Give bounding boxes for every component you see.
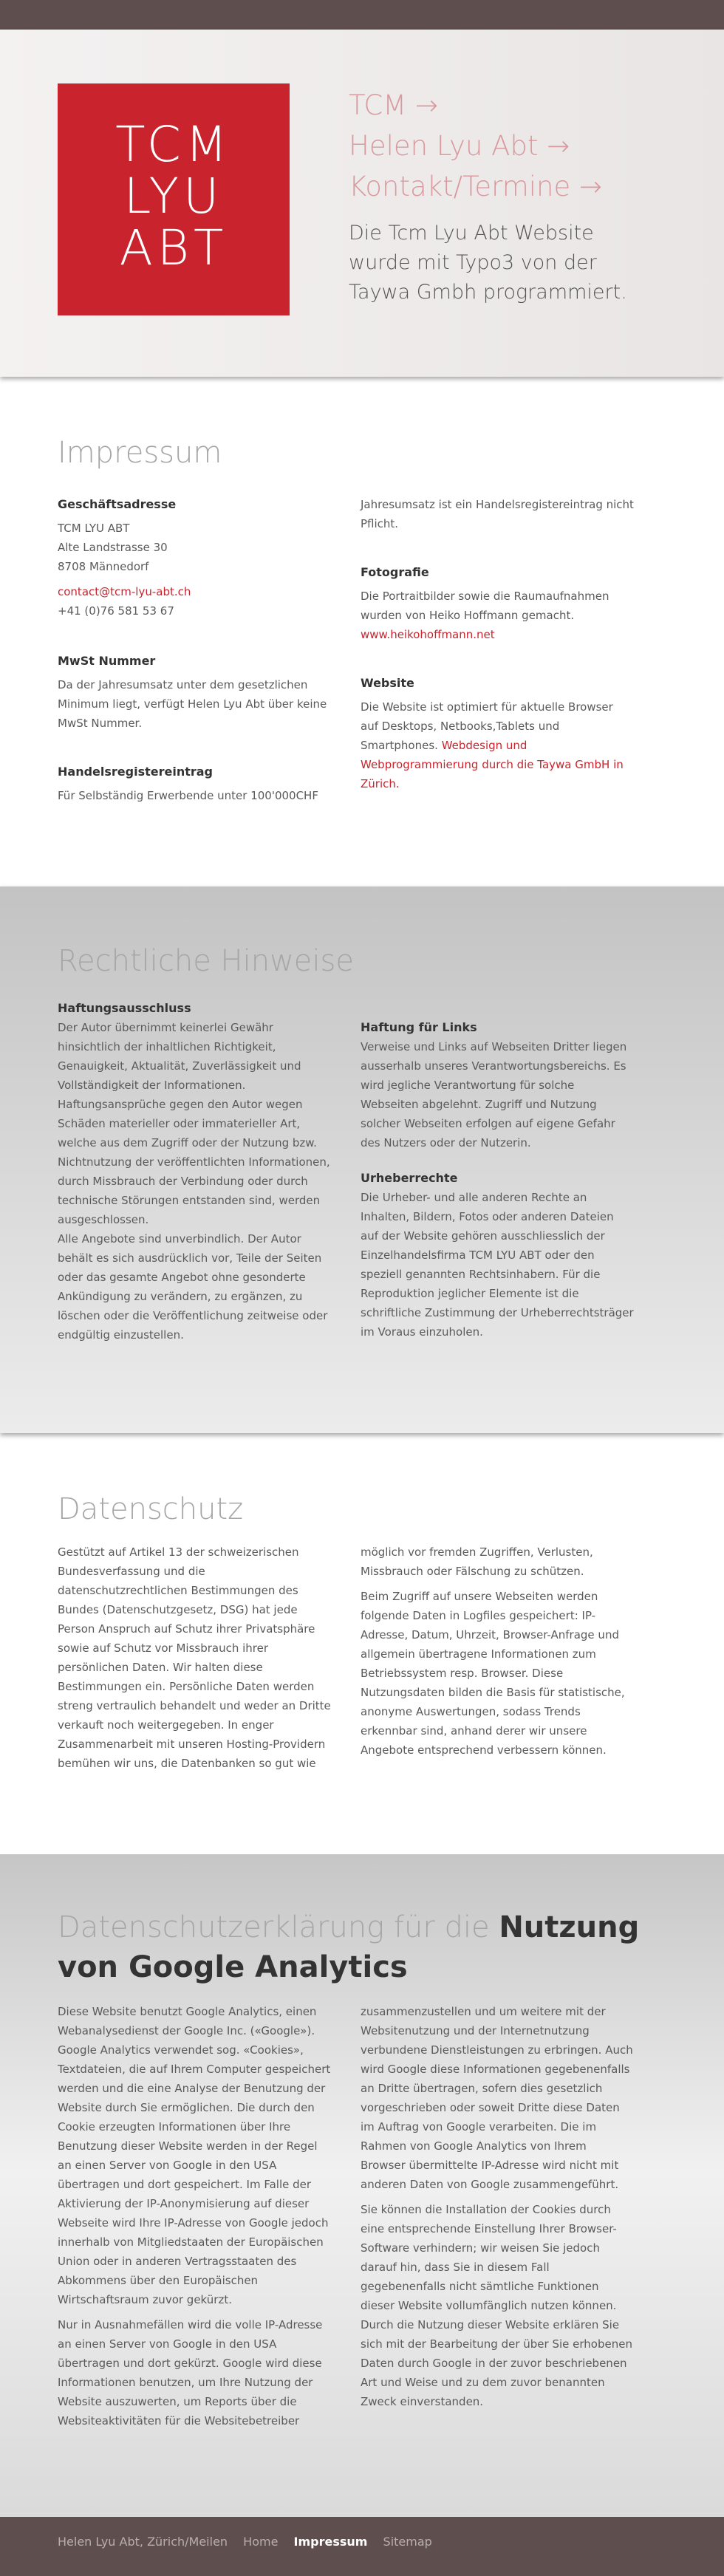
footer-owner: Helen Lyu Abt, Zürich/Meilen [58,2535,228,2549]
logo-line: TCM [115,116,232,173]
taywa-link[interactable]: Webdesign und Webprogrammierung durch die Taywa GmbH in Zürich. [361,739,624,790]
ga-title-bold: Nutzung von Google Analytics [58,1910,640,1984]
handel-text: Für Selbständig Erwerbende unter 100'000CHF [58,789,318,802]
handel-heading: Handelsregistereintrag [58,765,213,779]
links-text: Verweise und Links auf Webseiten Dritter liegen ausserhalb unseres Verantwortungsbereichs. Es wird jegliche Verantwortung für solche Webseiten abgelehnt. Zugriff und Nutzung solcher Webseiten erfolgen auf eigene Gefahr des Nutzers oder der Nutzerin. [361,1040,627,1149]
address-line: 8708 Männedorf [58,560,149,573]
mwst-heading: MwSt Nummer [58,654,156,668]
footer-link-impressum[interactable]: Impressum [293,2535,368,2549]
email-link[interactable]: contact@tcm-lyu-abt.ch [58,585,191,598]
ga-text: zusammenzustellen und um weitere mit der Websitenutzung und der Internetnutzung verbundene Dienstleistungen zu erbringen. Auch wird Google diese Informationen gegebenenfalls an Dritte übertragen, sofern dies gesetzlich vorgeschrieben oder soweit Dritte diese Daten im Auftrag von Google verarbeiten. Die im Rahmen von Google Analytics von Ihrem Browser übermittelte IP-Adresse wird nicht mit anderen Daten von Google zusammengeführt. [361,2005,633,2191]
datenschutz-text: Gestützt auf Artikel 13 der schweizerischen Bundesverfassung und die datenschutzrechtlichen Bestimmungen des Bundes (Datenschutzgesetz, DSG) hat jede Person Anspruch auf Schutz ihrer Privatsphäre sowie auf Schutz vor Missbrauch ihrer persönlichen Daten. Wir halten diese Bestimmungen ein. Persönliche Daten werden streng vertraulich behandelt und weder an Dritte verkauft noch weitergegeben. In enger Zusammenarbeit mit unseren Hosting-Providern bemühen wir uns, die Datenbanken so gut wie [58,1545,331,1770]
ga-text: Nur in Ausnahmefällen wird die volle IP-Adresse an einen Server von Google in den USA übertragen und dort gekürzt. Google wird diese Informationen benutzen, um Ihre Nutzung der Website auszuwerten, um Reports über die Websiteaktivitäten für die Websitebetreiber [58,2318,323,2428]
nav-link-helen-lyu-abt[interactable]: Helen Lyu Abt → [349,130,570,162]
ga-title [58,1907,671,1987]
datenschutz-title: Datenschutz [58,1492,244,1526]
rechtliche-right-column [361,1018,634,1347]
logo-line: ABT [119,219,228,276]
haftung-heading: Haftungsausschluss [58,1001,191,1015]
hero-description: Die Tcm Lyu Abt Website wurde mit Typo3 von der Taywa Gmbh programmiert. [349,222,627,304]
google-analytics-section [0,1854,724,2517]
top-bar [0,0,724,30]
datenschutz-text: Beim Zugriff auf unsere Webseiten werden folgende Daten in Logfiles gespeichert: IP-Adresse, Datum, Uhrzeit, Browser-Anfrage und allgemein übertragene Informationen zum Betriebssystem resp. Browser. Diese Nutzungsdaten bilden die Basis für statistische, anonyme Auswertungen, sodass Trends erkennbar sind, anhand derer wir unsere Angebote entsprechend verbessern können. [361,1590,625,1757]
datenschutz-section [0,1433,724,1854]
main-nav [349,85,602,207]
ga-right-column [361,2002,634,2417]
urheber-text: Die Urheber- und alle anderen Rechte an Inhalten, Bildern, Fotos oder anderen Dateien auf der Website gehören ausschliesslich der Einzelhandelsfirma TCM LYU ABT oder den speziell genannten Rechtsinhabern. Für die Reproduktion jeglicher Elemente ist die schriftliche Zustimmung der Urheberrechtsträger im Voraus einzuholen. [361,1191,634,1339]
nav-link-tcm[interactable]: TCM → [349,89,438,121]
address-line: TCM LYU ABT [58,522,130,535]
tcm-lyu-abt-logo[interactable] [58,83,290,315]
rechtliche-hinweise-section [0,886,724,1433]
web-heading: Website [361,676,414,690]
ga-text: Diese Website benutzt Google Analytics, einen Webanalysedienst der Google Inc. («Google»). Google Analytics verwendet sog. «Cookies», Textdateien, die auf Ihrem Computer gespeichert werden und die eine Analyse der Benutzung der Website durch Sie ermöglichen. Die durch den Cookie erzeugten Informationen über Ihre Benutzung dieser Website werden in der Regel an einen Server von Google in den USA übertragen und dort gespeichert. Im Falle der Aktivierung der IP-Anonymisierung auf dieser Webseite wird Ihre IP-Adresse von Google jedoch innerhalb von Mitgliedstaaten der Europäischen Union oder in anderen Vertragsstaaten des Abkommens über den Europäischen Wirtschaftsraum zuvor gekürzt. [58,2005,331,2306]
foto-heading: Fotografie [361,565,429,579]
foto-link[interactable]: www.heikohoffmann.net [361,628,495,641]
phone-number: +41 (0)76 581 53 67 [58,604,174,618]
web-text: Die Website ist optimiert für aktuelle Browser auf Desktops, Netbooks,Tablets und Smartphones. [361,700,613,752]
logo-line: LYU [123,168,224,225]
ga-text: Sie können die Installation der Cookies durch eine entsprechende Einstellung Ihrer Browser-Software verhindern; wir weisen Sie jedoch darauf hin, dass Sie in diesem Fall gegebenenfalls nicht sämtliche Funktionen dieser Website vollumfänglich nutzen können. Durch die Nutzung dieser Website erklären Sie sich mit der Bearbeitung der über Sie erhobenen Daten durch Google in der zuvor beschriebenen Art und Weise und zu dem zuvor benannten Zweck einverstanden. [361,2203,632,2408]
datenschutz-right-column [361,1542,634,1766]
links-heading: Haftung für Links [361,1020,477,1034]
handel-text-cont: Jahresumsatz ist ein Handelsregistereintrag nicht Pflicht. [361,498,634,530]
urheber-heading: Urheberrechte [361,1171,458,1185]
haftung-text: Alle Angebote sind unverbindlich. Der Autor behält es sich ausdrücklich vor, Teile der Seiten oder das gesamte Angebot ohne gesonderte Ankündigung zu verändern, zu ergänzen, zu löschen oder die Veröffentlichung zeitweise oder endgültig einzustellen. [58,1232,328,1342]
hero [0,30,724,377]
address-heading: Geschäftsadresse [58,497,177,511]
rechtliche-title: Rechtliche Hinweise [58,944,354,978]
foto-text: Die Portraitbilder sowie die Raumaufnahmen wurden von Heiko Hoffmann gemacht. [361,590,609,622]
haftung-text: Der Autor übernimmt keinerlei Gewähr hinsichtlich der inhaltlichen Richtigkeit, Genauigkeit, Aktualität, Zuverlässigkeit und Vollständigkeit der Informationen. [58,1021,301,1092]
address-line: Alte Landstrasse 30 [58,541,168,554]
footer [0,2517,724,2576]
footer-link-sitemap[interactable]: Sitemap [383,2535,432,2549]
rechtliche-left-column [58,999,331,1350]
impressum-section [0,377,724,886]
ga-left-column [58,2002,331,2436]
footer-link-home[interactable]: Home [243,2535,279,2549]
ga-title-light: Datenschutzerklärung für die [58,1910,499,1944]
impressum-right-column [361,495,634,799]
datenschutz-left-column [58,1542,331,1779]
impressum-left-column [58,495,331,811]
datenschutz-text: möglich vor fremden Zugriffen, Verlusten, Missbrauch oder Fälschung zu schützen. [361,1545,593,1578]
haftung-text: Haftungsansprüche gegen den Autor wegen Schäden materieller oder immaterieller Art, welche aus dem Zugriff oder der Nutzung bzw. Nichtnutzung der veröffentlichten Informationen, durch Missbrauch der Verbindung oder durch technische Störungen entstanden sind, werden ausgeschlossen. [58,1098,330,1226]
nav-link-kontakt-termine[interactable]: Kontakt/Termine → [349,171,603,202]
mwst-text: Da der Jahresumsatz unter dem gesetzlichen Minimum liegt, verfügt Helen Lyu Abt über keine MwSt Nummer. [58,678,327,730]
impressum-title: Impressum [58,436,222,470]
